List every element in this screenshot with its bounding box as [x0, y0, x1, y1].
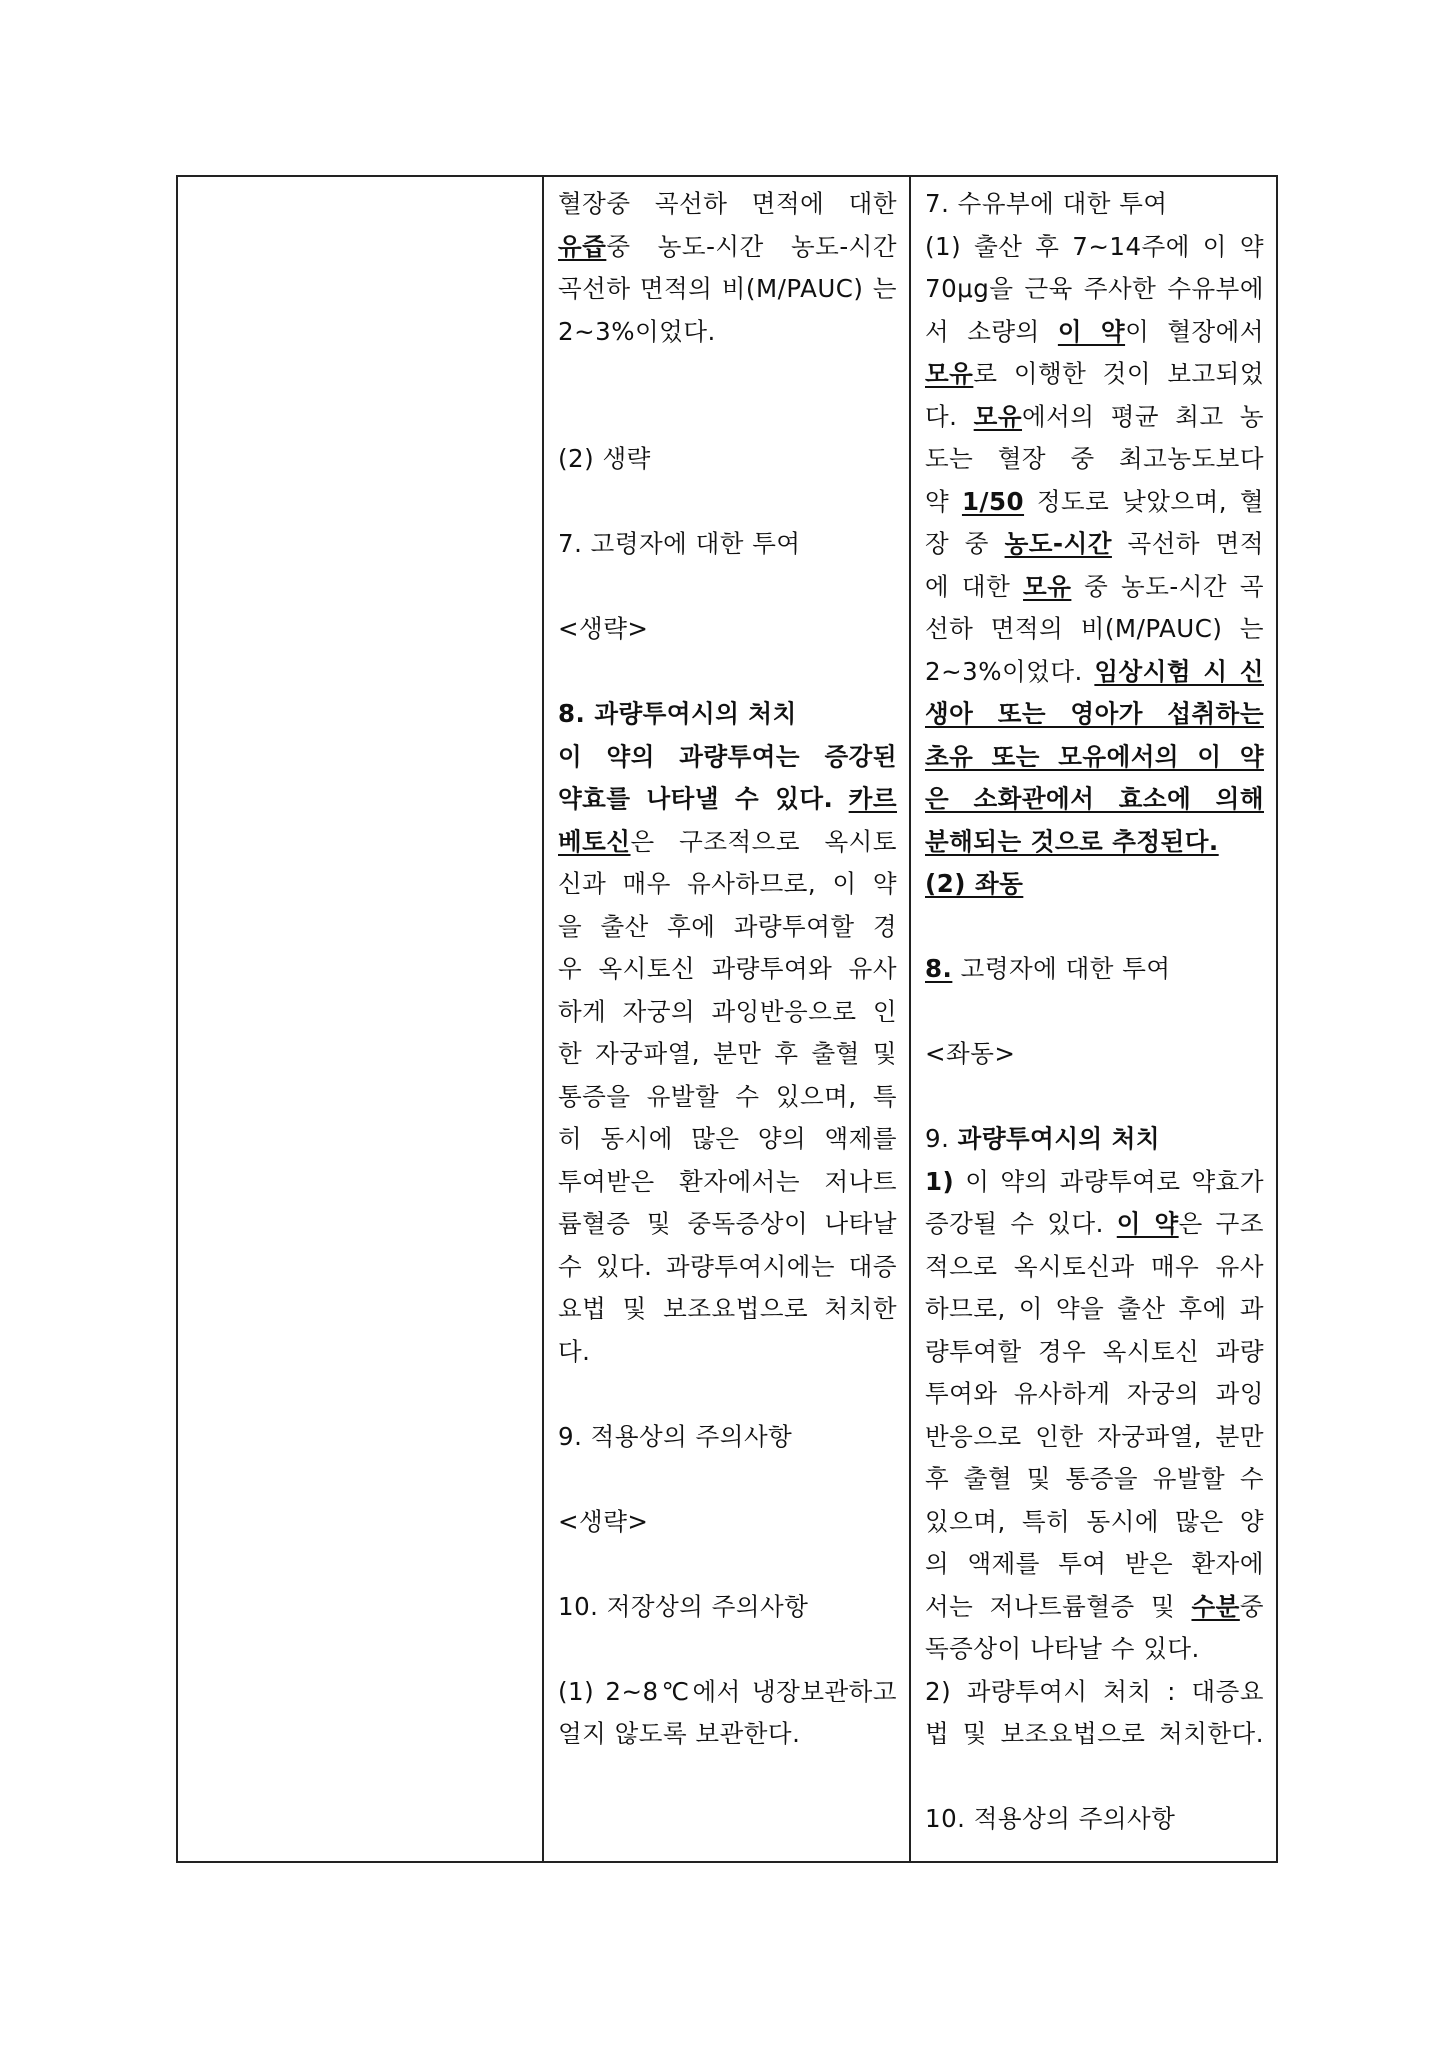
- text-fragment: 과량투여시의 처치: [957, 1124, 1161, 1153]
- text-fragment: 중 농도-시간 농도-시간: [606, 231, 897, 261]
- current-text-block: [558, 183, 897, 1756]
- text-fragment: 2~3%이었다.: [925, 656, 1095, 686]
- text-fragment: 장 중: [925, 529, 1005, 558]
- text-fragment: 이 혈장에서: [1125, 316, 1264, 346]
- text-line: 법 및 보조요법으로 처치한다.: [925, 1719, 1264, 1748]
- text-line: 2) 과량투여시 처치 : 대증요: [925, 1676, 1264, 1706]
- text-line: [925, 566, 1264, 609]
- section-heading: 7. 수유부에 대한 투여: [925, 189, 1168, 218]
- section-heading: [925, 948, 1264, 991]
- text-line: 이 약의 과량투여는 증강된: [558, 741, 897, 771]
- text-line: (1) 출산 후 7~14주에 이 약: [925, 231, 1264, 261]
- omitted-item: (2) 생략: [558, 444, 651, 473]
- underlined-term: 수분: [1191, 1591, 1240, 1621]
- text-line: [558, 778, 897, 821]
- section-body: <좌동>: [925, 1039, 1016, 1068]
- underlined-term: 농도-시간: [1004, 529, 1112, 558]
- text-line: 혈장중 곡선하 면적에 대한: [558, 189, 897, 218]
- underlined-term: 모유: [925, 359, 974, 388]
- text-line: 독증상이 나타날 수 있다.: [925, 1634, 1200, 1663]
- text-line: 도는 혈장 중 최고농도보다: [925, 444, 1264, 473]
- underlined-term: 베토신: [558, 826, 631, 856]
- text-line: 투여와 유사하게 자궁의 과잉: [925, 1379, 1264, 1408]
- text-line: 반응으로 인한 자궁파열, 분만: [925, 1421, 1264, 1451]
- text-line: 하므로, 이 약을 출산 후에 과: [925, 1294, 1264, 1323]
- text-fragment: 약효를 나타낼 수 있다.: [558, 784, 834, 813]
- text-fragment: 에서의 평균 최고 농: [1022, 401, 1264, 431]
- text-fragment: 중: [1239, 1591, 1264, 1621]
- text-line: 륨혈증 및 중독증상이 나타날: [558, 1209, 897, 1238]
- text-line: 선하 면적의 비(M/PAUC) 는: [925, 614, 1264, 643]
- text-line: 량투여할 경우 옥시토신 과량: [925, 1336, 1264, 1366]
- section-heading: 9. 적용상의 주의사항: [558, 1421, 793, 1451]
- text-fragment: 정도로 낮았으며, 혈: [1024, 486, 1264, 516]
- text-line: 의 액제를 투여 받은 환자에: [925, 1549, 1264, 1578]
- underlined-term: 8.: [925, 954, 953, 983]
- text-fragment: 에 대한: [925, 571, 1024, 601]
- text-line: 후 출혈 및 통증을 유발할 수: [925, 1464, 1264, 1493]
- text-line: [925, 1203, 1264, 1246]
- text-line: 히 동시에 많은 양의 액제를: [558, 1124, 897, 1153]
- revised-text-block: [925, 183, 1264, 1841]
- text-line: 다.: [558, 1336, 591, 1366]
- section-heading: 10. 적용상의 주의사항: [925, 1804, 1176, 1833]
- text-line: [925, 1586, 1264, 1629]
- text-line: 하게 자궁의 과잉반응으로 인: [558, 996, 897, 1026]
- text-line: 우 옥시토신 과량투여와 유사: [558, 954, 897, 983]
- empty-left-column: [178, 177, 544, 1861]
- text-line: 적으로 옥시토신과 매우 유사: [925, 1251, 1264, 1281]
- section-body: <생략>: [558, 614, 649, 643]
- text-line: (1) 2~8℃에서 냉장보관하고: [558, 1676, 897, 1706]
- text-fragment: 곡선하 면적: [1111, 529, 1264, 558]
- text-fragment: 고령자에 대한 투여: [952, 954, 1171, 983]
- text-line: 투여받은 환자에서는 저나트: [558, 1166, 897, 1196]
- text-line: 수 있다. 과량투여시에는 대증: [558, 1251, 897, 1281]
- underlined-term: 이 약: [1057, 316, 1126, 346]
- text-fragment: 로 이행한 것이 보고되었: [973, 359, 1264, 388]
- text-line: [558, 226, 897, 269]
- text-line: [925, 396, 1264, 439]
- underlined-term: 임상시험 시 신: [1094, 656, 1264, 686]
- section-heading: 10. 저장상의 주의사항: [558, 1591, 809, 1621]
- text-line: [558, 821, 897, 864]
- text-fragment: 약: [925, 486, 962, 516]
- text-fragment: 9.: [925, 1124, 958, 1153]
- text-line: 얼지 않도록 보관한다.: [558, 1719, 801, 1748]
- text-line: 통증을 유발할 수 있으며, 특: [558, 1081, 897, 1111]
- text-fragment: 다.: [925, 401, 974, 431]
- text-line: 요법 및 보조요법으로 처치한: [558, 1294, 897, 1323]
- text-fragment: 서 소량의: [925, 316, 1058, 346]
- text-line: [925, 311, 1264, 354]
- text-line: [925, 1161, 1264, 1204]
- text-fragment: 중 농도-시간 곡: [1071, 571, 1264, 601]
- revised-text-column: [911, 177, 1276, 1861]
- text-line: [925, 353, 1264, 396]
- underlined-term: 이 약: [1116, 1209, 1179, 1238]
- underlined-line: 초유 또는 모유에서의 이 약: [925, 741, 1264, 771]
- text-fragment: 이 약의 과량투여로 약효가: [954, 1166, 1264, 1196]
- text-line: 한 자궁파열, 분만 후 출혈 및: [558, 1039, 897, 1068]
- underlined-line: 분해되는 것으로 추정된다.: [925, 826, 1219, 856]
- text-line: 2~3%이었다.: [558, 316, 716, 346]
- section-heading: 7. 고령자에 대한 투여: [558, 529, 801, 558]
- underlined-line: 생아 또는 영아가 섭취하는: [925, 699, 1264, 728]
- text-line: 곡선하 면적의 비(M/PAUC) 는: [558, 274, 897, 303]
- section-body: <생략>: [558, 1506, 649, 1536]
- underlined-line: 은 소화관에서 효소에 의해: [925, 784, 1264, 813]
- section-heading: 8. 과량투여시의 처치: [558, 699, 797, 728]
- text-line: 신과 매우 유사하므로, 이 약: [558, 869, 897, 898]
- text-fragment: 은 구조적으로 옥시토: [630, 826, 897, 856]
- underlined-term: 유즙: [558, 231, 607, 261]
- text-fragment: 1): [925, 1166, 955, 1196]
- comparison-table: [176, 175, 1278, 1863]
- text-fragment: 서는 저나트륨혈증 및: [925, 1591, 1192, 1621]
- text-line: [925, 481, 1264, 524]
- underlined-term: 카르: [848, 784, 897, 813]
- text-fragment: 은 구조: [1178, 1209, 1264, 1238]
- text-line: [925, 523, 1264, 566]
- underlined-term: 1/50: [961, 486, 1025, 516]
- same-as-item: (2) 좌동: [925, 869, 1024, 898]
- current-text-column: [544, 177, 911, 1861]
- text-line: 70μg을 근육 주사한 수유부에: [925, 274, 1264, 303]
- text-line: [925, 651, 1264, 694]
- text-line: 있으며, 특히 동시에 많은 양: [925, 1506, 1264, 1536]
- underlined-term: 모유: [1023, 571, 1072, 601]
- underlined-term: 모유: [973, 401, 1023, 431]
- section-heading: [925, 1118, 1264, 1161]
- text-line: 을 출산 후에 과량투여할 경: [558, 911, 897, 941]
- text-fragment: 증강될 수 있다.: [925, 1209, 1117, 1238]
